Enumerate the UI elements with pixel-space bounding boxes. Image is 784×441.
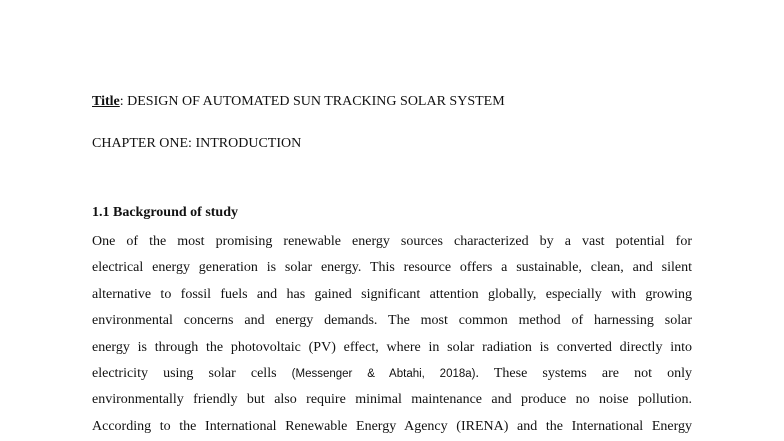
line-text-after-citation: . These systems are not only <box>475 365 692 381</box>
line-text-before-citation: electricity using solar cells <box>92 365 292 381</box>
paragraph-line: environmental concerns and energy demands. The most common method of harnessing solar <box>92 313 692 329</box>
document-title <box>92 93 505 111</box>
citation: (Messenger & Abtahi, 2018a) <box>291 367 476 380</box>
paragraph-line: electrical energy generation is solar energy. This resource offers a sustainable, clean, and silent <box>92 260 692 276</box>
body-paragraph <box>92 229 692 440</box>
title-label: Title <box>92 94 120 109</box>
title-text: DESIGN OF AUTOMATED SUN TRACKING SOLAR SYSTEM <box>123 94 505 109</box>
title-separator: : <box>119 94 124 109</box>
chapter-heading: CHAPTER ONE: INTRODUCTION <box>92 136 302 151</box>
paragraph-line: One of the most promising renewable energy sources characterized by a vast potential for <box>92 234 692 249</box>
paragraph-line: According to the International Renewable Energy Agency (IRENA) and the International Energy <box>92 418 692 434</box>
paragraph-line-with-citation <box>92 361 692 387</box>
paragraph-line: environmentally friendly but also require minimal maintenance and produce no noise pollution. <box>92 392 692 408</box>
section-heading: 1.1 Background of study <box>92 205 239 220</box>
paragraph-line: energy is through the photovoltaic (PV) effect, where in solar radiation is converted directly into <box>92 339 692 355</box>
paragraph-line: alternative to fossil fuels and has gained significant attention globally, especially with growing <box>92 286 692 302</box>
